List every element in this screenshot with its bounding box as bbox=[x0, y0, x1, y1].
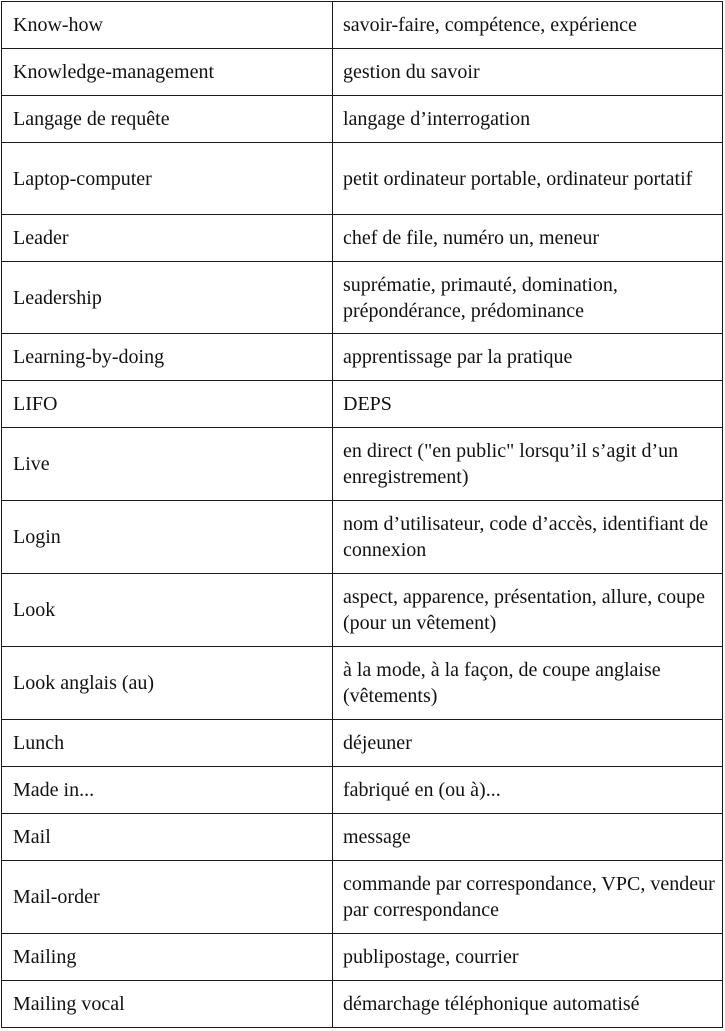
term-cell: Knowledge-management bbox=[2, 49, 333, 96]
translation-cell: commande par correspondance, VPC, vendeur par correspondance bbox=[333, 861, 723, 934]
table-row bbox=[2, 647, 723, 720]
term-cell: Live bbox=[2, 428, 333, 501]
translation-cell: en direct ("en public" lorsqu’il s’agit d’un enregistrement) bbox=[333, 428, 723, 501]
term-cell: Leadership bbox=[2, 262, 333, 334]
table-row bbox=[2, 814, 723, 861]
translation-cell: aspect, apparence, présentation, allure, coupe (pour un vêtement) bbox=[333, 574, 723, 647]
term-cell: Mailing vocal bbox=[2, 981, 333, 1028]
term-cell: Made in... bbox=[2, 767, 333, 814]
translation-cell: petit ordinateur portable, ordinateur portatif bbox=[333, 143, 723, 215]
translation-cell: publipostage, courrier bbox=[333, 934, 723, 981]
table-row bbox=[2, 262, 723, 334]
table-row bbox=[2, 96, 723, 143]
table-row bbox=[2, 574, 723, 647]
table-row bbox=[2, 720, 723, 767]
term-cell: Langage de requête bbox=[2, 96, 333, 143]
translation-cell: fabriqué en (ou à)... bbox=[333, 767, 723, 814]
table-row bbox=[2, 501, 723, 574]
term-cell: Leader bbox=[2, 215, 333, 262]
table-row bbox=[2, 861, 723, 934]
table-row bbox=[2, 428, 723, 501]
table-row bbox=[2, 2, 723, 49]
term-cell: Learning-by-doing bbox=[2, 334, 333, 381]
table-row bbox=[2, 334, 723, 381]
term-cell: LIFO bbox=[2, 381, 333, 428]
term-cell: Mail-order bbox=[2, 861, 333, 934]
table-row bbox=[2, 934, 723, 981]
term-cell: Laptop-computer bbox=[2, 143, 333, 215]
translation-cell: savoir-faire, compétence, expérience bbox=[333, 2, 723, 49]
translation-cell: déjeuner bbox=[333, 720, 723, 767]
translation-cell: chef de file, numéro un, meneur bbox=[333, 215, 723, 262]
table-row bbox=[2, 143, 723, 215]
translation-cell: démarchage téléphonique automatisé bbox=[333, 981, 723, 1028]
translation-cell: DEPS bbox=[333, 381, 723, 428]
glossary-table bbox=[1, 1, 723, 1028]
translation-cell: langage d’interrogation bbox=[333, 96, 723, 143]
table-row bbox=[2, 49, 723, 96]
term-cell: Look anglais (au) bbox=[2, 647, 333, 720]
term-cell: Look bbox=[2, 574, 333, 647]
table-row bbox=[2, 381, 723, 428]
table-row bbox=[2, 981, 723, 1028]
term-cell: Mail bbox=[2, 814, 333, 861]
table-row bbox=[2, 767, 723, 814]
translation-cell: suprématie, primauté, domination, prépondérance, prédominance bbox=[333, 262, 723, 334]
term-cell: Login bbox=[2, 501, 333, 574]
translation-cell: apprentissage par la pratique bbox=[333, 334, 723, 381]
translation-cell: à la mode, à la façon, de coupe anglaise (vêtements) bbox=[333, 647, 723, 720]
table-row bbox=[2, 215, 723, 262]
translation-cell: gestion du savoir bbox=[333, 49, 723, 96]
translation-cell: message bbox=[333, 814, 723, 861]
term-cell: Mailing bbox=[2, 934, 333, 981]
term-cell: Know-how bbox=[2, 2, 333, 49]
term-cell: Lunch bbox=[2, 720, 333, 767]
translation-cell: nom d’utilisateur, code d’accès, identifiant de connexion bbox=[333, 501, 723, 574]
